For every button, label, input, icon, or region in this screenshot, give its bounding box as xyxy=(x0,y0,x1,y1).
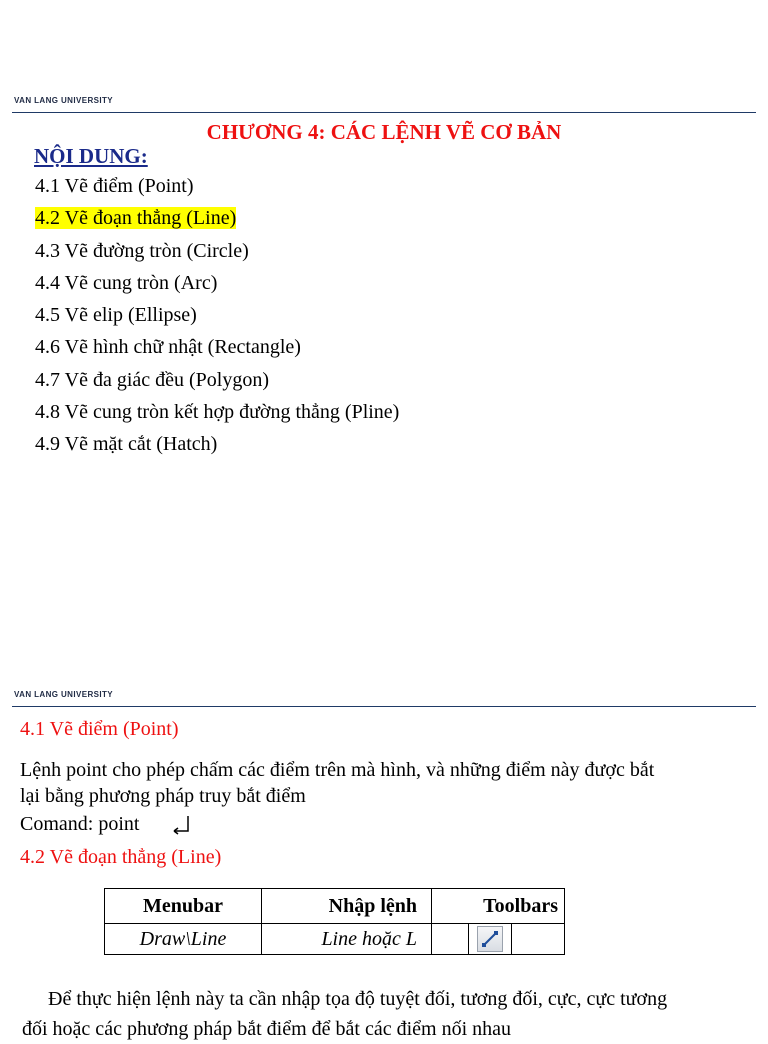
highlighted-item: 4.2 Vẽ đoạn thẳng (Line) xyxy=(35,207,237,230)
slide2-header-rule xyxy=(12,706,756,707)
section1-body-line2: lại bằng phương pháp truy bắt điểm xyxy=(20,785,306,807)
section2-title: 4.2 Vẽ đoạn thẳng (Line) xyxy=(20,846,222,868)
section1-title: 4.1 Vẽ điểm (Point) xyxy=(20,718,179,740)
cell-toolbar xyxy=(432,924,565,955)
section1-body-line1: Lệnh point cho phép chấm các điểm trên mà hình, và những điểm này được bắt xyxy=(20,759,655,781)
enter-arrow-icon xyxy=(170,814,192,836)
slide2-header: VAN LANG UNIVERSITY xyxy=(14,690,114,699)
contents-list xyxy=(35,170,399,461)
command-label: Comand: point xyxy=(20,813,140,835)
contents-item-4-4: 4.4 Vẽ cung tròn (Arc) xyxy=(35,271,218,294)
command-line xyxy=(20,811,139,837)
contents-heading: NỘI DUNG: xyxy=(34,144,148,168)
line-paragraph-line2: đối hoặc các phương pháp bắt điểm để bắt các điểm nối nhau xyxy=(22,1018,512,1040)
slide1-title: CHƯƠNG 4: CÁC LỆNH VẼ CƠ BẢN xyxy=(206,120,562,144)
line-paragraph-line1: Để thực hiện lệnh này ta cần nhập tọa độ tuyệt đối, tương đối, cực, cực tương xyxy=(48,988,668,1010)
cell-menubar: Draw\Line xyxy=(105,924,262,955)
contents-item-4-5: 4.5 Vẽ elip (Ellipse) xyxy=(35,304,197,327)
line-tool-icon[interactable] xyxy=(477,926,503,952)
header-menubar: Menubar xyxy=(105,889,262,924)
contents-item-4-1: 4.1 Vẽ điểm (Point) xyxy=(35,175,194,197)
header-nhap-lenh: Nhập lệnh xyxy=(262,889,432,924)
line-paragraph xyxy=(22,984,768,1044)
command-table-header-row xyxy=(105,889,565,924)
contents-item-4-7: 4.7 Vẽ đa giác đều (Polygon) xyxy=(35,368,270,391)
contents-item-4-6: 4.6 Vẽ hình chữ nhật (Rectangle) xyxy=(35,336,301,359)
slide1-header-rule xyxy=(12,112,756,113)
contents-item-4-9: 4.9 Vẽ mặt cắt (Hatch) xyxy=(35,433,218,456)
contents-item-4-3: 4.3 Vẽ đường tròn (Circle) xyxy=(35,239,249,262)
contents-item-4-8: 4.8 Vẽ cung tròn kết hợp đường thẳng (Pline) xyxy=(35,401,400,424)
command-table xyxy=(104,888,565,955)
header-toolbars: Toolbars xyxy=(432,889,565,924)
contents-item-4-2 xyxy=(35,202,399,234)
command-table-row xyxy=(105,924,565,955)
cell-command: Line hoặc L xyxy=(262,924,432,955)
section1-body xyxy=(20,757,760,809)
slide1-header: VAN LANG UNIVERSITY xyxy=(14,96,114,105)
